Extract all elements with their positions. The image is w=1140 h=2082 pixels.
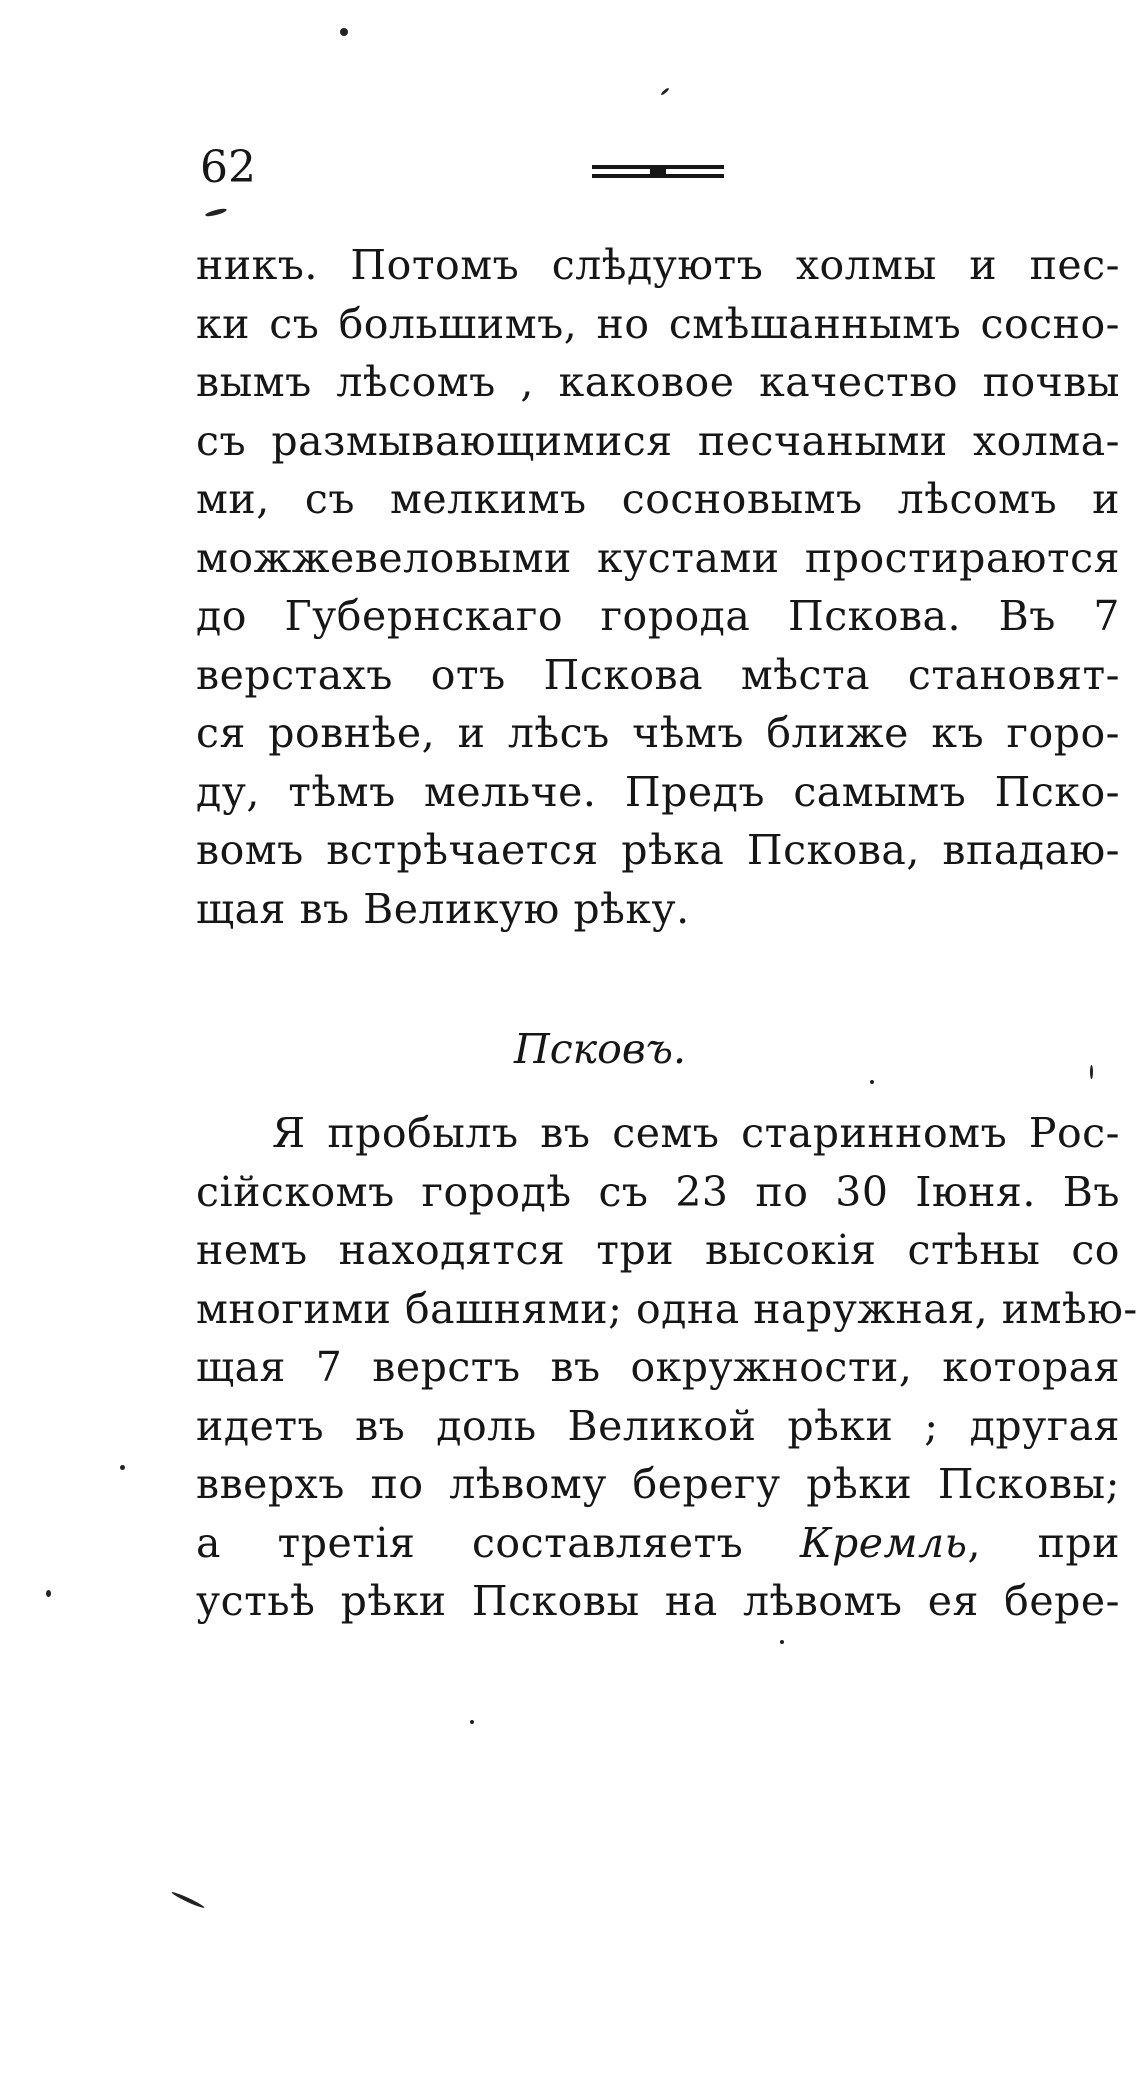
scan-speck: [171, 1891, 205, 1910]
scan-speck: [46, 1590, 51, 1597]
page-number: 62: [200, 142, 256, 193]
text-line: Я пробылъ въ семъ старинномъ Рос-: [272, 1109, 1120, 1157]
paragraph-continuation: [196, 236, 1120, 938]
scan-speck: [870, 1080, 874, 1084]
scan-speck: [1090, 1065, 1093, 1079]
text-line: ми, съ мелкимъ сосновымъ лѣсомъ и: [196, 475, 1120, 523]
rule-bar-bottom: [592, 174, 724, 178]
text-fragment: , при: [967, 1518, 1120, 1567]
paragraph-pskov: [196, 1104, 1138, 1631]
header-ornament-rule: [592, 165, 724, 179]
italic-term: Кремль: [799, 1518, 968, 1567]
text-line: ду, тѣмъ мельче. Предъ самымъ Пско-: [196, 767, 1120, 816]
scan-speck: [120, 1465, 125, 1470]
text-line: до Губернскаго города Пскова. Въ 7: [196, 592, 1120, 640]
text-line: съ размывающимися песчаными холма-: [196, 416, 1120, 465]
text-fragment: а третія составляетъ: [196, 1518, 800, 1567]
scan-speck: [340, 28, 348, 36]
text-line: ся ровнѣе, и лѣсъ чѣмъ ближе къ горо-: [196, 709, 1120, 757]
text-line: верстахъ отъ Пскова мѣста становят-: [196, 650, 1120, 699]
scan-speck: [205, 207, 228, 218]
text-line: немъ находятся три высокія стѣны со: [196, 1226, 1120, 1274]
text-line: устьѣ рѣки Псковы на лѣвомъ ея бере-: [196, 1577, 1120, 1625]
text-line: сійскомъ городѣ съ 23 по 30 Іюня. Въ: [196, 1167, 1120, 1216]
text-line: можжевеловыми кустами простираются: [196, 533, 1120, 582]
text-line: никъ. Потомъ слѣдуютъ холмы и пес-: [196, 241, 1120, 289]
text-line: вомъ встрѣчается рѣка Пскова, впадаю-: [196, 826, 1120, 874]
scan-speck: [780, 1640, 784, 1644]
text-line: щая въ Великую рѣку.: [196, 884, 690, 933]
text-line: [196, 1514, 1120, 1573]
text-line: многими башнями; одна наружная, имѣю-: [196, 1284, 1138, 1333]
text-line: вымъ лѣсомъ , каковое качество почвы: [196, 358, 1120, 406]
text-line: вверхъ по лѣвому берегу рѣки Псковы;: [196, 1460, 1120, 1508]
section-heading: Псковъ.: [513, 1025, 687, 1073]
scan-speck: [470, 1720, 474, 1724]
text-line: ки съ большимъ, но смѣшаннымъ сосно-: [196, 299, 1120, 348]
text-line: щая 7 верстъ въ окружности, которая: [196, 1343, 1120, 1391]
scan-speck: [660, 87, 670, 96]
text-line: идетъ въ доль Великой рѣки ; другая: [196, 1401, 1120, 1450]
